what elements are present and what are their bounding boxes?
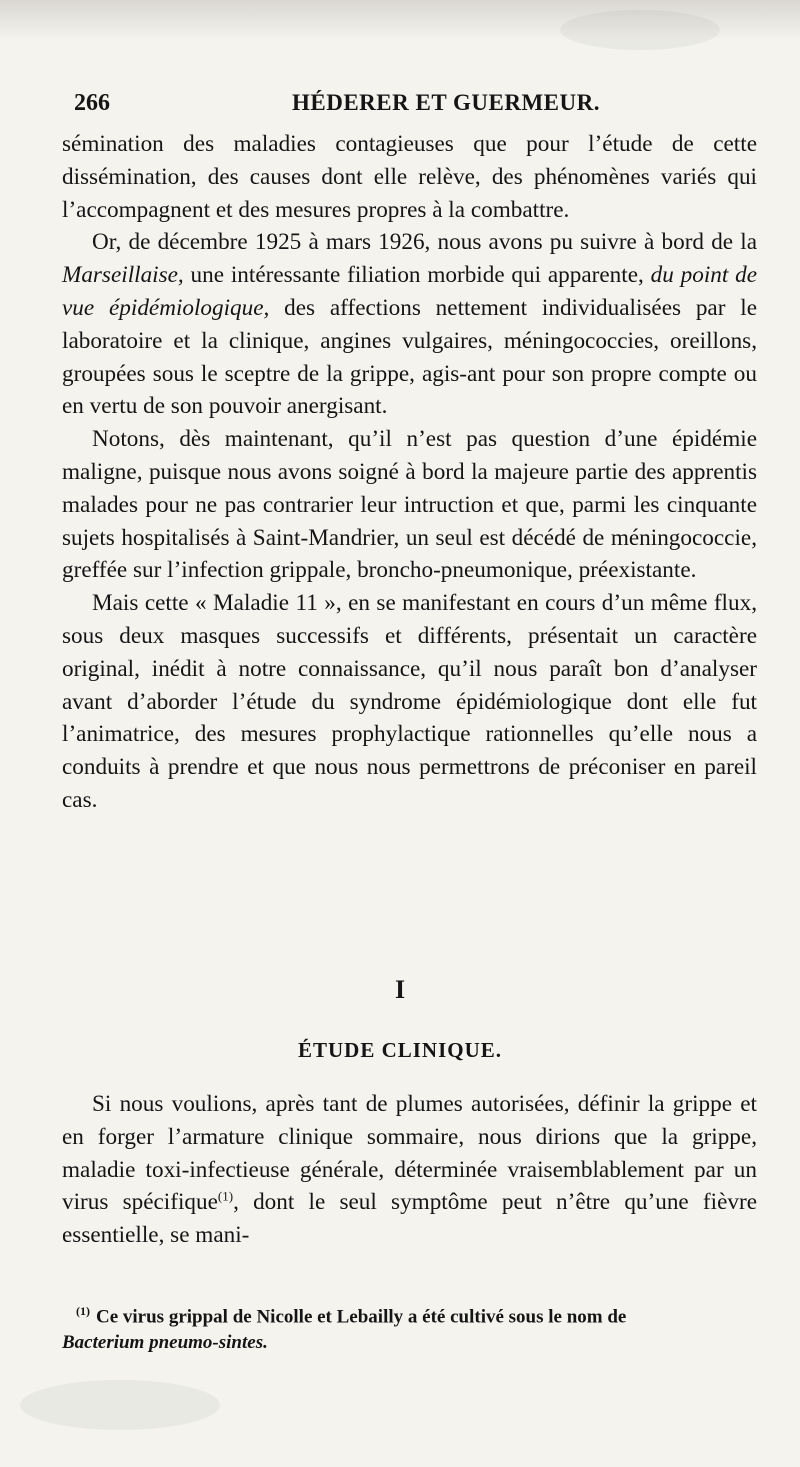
paragraph	[62, 226, 757, 423]
ship-name: Marseillaise,	[62, 262, 184, 289]
footnote-reference: (1)	[217, 1188, 234, 1204]
footnote-marker: (1)	[76, 1304, 90, 1318]
paragraph	[62, 1088, 757, 1252]
footnote	[62, 1298, 757, 1356]
paper-smudge	[560, 10, 720, 50]
section-body-text	[62, 1088, 757, 1252]
section-title: ÉTUDE CLINIQUE.	[297, 1038, 503, 1062]
emphasis: du point de vue épidémiologique,	[62, 262, 757, 321]
paragraph-text: , dont le seul symptôme peut n’être qu’une fièvre essentielle, se mani-	[62, 1189, 757, 1249]
running-header	[62, 90, 752, 120]
paragraph: Notons, dès maintenant, qu’il n’est pas question d’une épidémie maligne, puisque nous avons soigné à bord la majeure partie des apprentis malades pour ne pas contrarier leur intruction et que, parmi les cinquante sujets hospitalisés à Saint-Mandrier, un seul est décédé de méningococcie, greffée sur l’infection grippale, broncho-pneumonique, préexistante.	[62, 426, 757, 584]
paper-smudge	[20, 1380, 220, 1430]
paragraph-text: Or, de décembre 1925 à mars 1926, nous avons pu suivre à bord de la	[92, 229, 757, 256]
section-numeral: I	[394, 975, 406, 1004]
page-number: 266	[74, 90, 110, 116]
running-head: HÉDERER ET GUERMEUR.	[292, 90, 600, 115]
paragraph-text: Si nous voulions, après tant de plumes autorisées, définir la grippe et en forger l’armature clinique sommaire, nous dirions que la grippe, maladie toxi-infectieuse générale, déterminée vraisemblablement par un virus spécifique	[62, 1091, 757, 1216]
paragraph: Mais cette « Maladie 11 », en se manifestant en cours d’un même flux, sous deux masques successifs et différents, présentait un caractère original, inédit à notre connaissance, qu’il nous paraît bon d’analyser avant d’aborder l’étude du syndrome épidémiologique dont elle fut l’animatrice, des mesures prophylactique rationnelles qu’elle nous a conduits à prendre et que nous nous permettrons de préconiser en pareil cas.	[62, 590, 757, 813]
paragraph-text: une intéressante filiation morbide qui apparente,	[183, 262, 651, 289]
species-name: Bacterium pneumo-sintes.	[62, 1332, 268, 1354]
footnote-text: Ce virus grippal de Nicolle et Lebailly a été cultivé sous le nom de	[96, 1306, 627, 1328]
body-text	[62, 128, 757, 817]
paragraph: sémination des maladies contagieuses que pour l’étude de cette dissémination, des causes dont elle relève, des phénomènes variés qui l’accompagnent et des mesures propres à la combattre.	[62, 131, 757, 223]
paragraph-text: des affections nettement individualisées par le laboratoire et la clinique, angines vulgaires, méningococcies, oreillons, groupées sous le sceptre de la grippe, agis-ant pour son propre compte ou en vertu de son pouvoir anergisant.	[62, 294, 757, 420]
